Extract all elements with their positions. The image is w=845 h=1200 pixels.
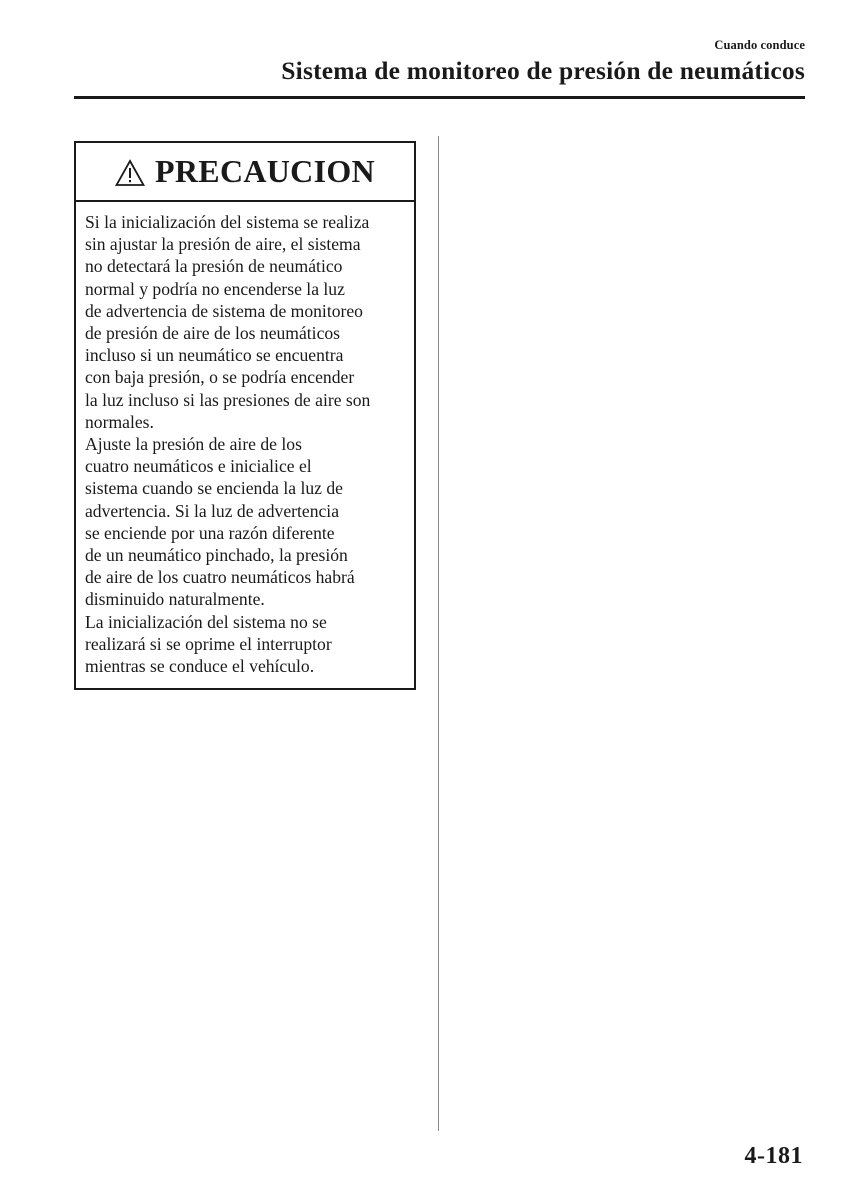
caution-line: de advertencia de sistema de monitoreo — [85, 300, 363, 321]
caution-line: Si la inicialización del sistema se realiza — [85, 212, 370, 232]
caution-line: incluso si un neumático se encuentra — [85, 345, 344, 366]
caution-line: disminuido naturalmente. — [85, 589, 265, 610]
caution-heading — [76, 143, 414, 202]
column-divider — [438, 136, 439, 1131]
caution-line: no detectará la presión de neumático — [85, 256, 343, 277]
caution-line: Ajuste la presión de aire de los — [85, 434, 302, 455]
caution-title: PRECAUCION — [155, 153, 375, 189]
caution-line: cuatro neumáticos e inicialice el — [85, 456, 312, 477]
warning-triangle-icon — [115, 159, 145, 187]
caution-text — [76, 202, 414, 688]
caution-line: de aire de los cuatro neumáticos habrá — [85, 567, 355, 588]
caution-line: realizará si se oprime el interruptor — [85, 633, 332, 654]
page-title: Sistema de monitoreo de presión de neumáticos — [281, 56, 805, 85]
caution-line: normal y podría no encenderse la luz — [85, 278, 345, 299]
caution-line: sistema cuando se encienda la luz de — [85, 478, 343, 499]
caution-box — [74, 141, 416, 690]
caution-line: advertencia. Si la luz de advertencia — [85, 500, 340, 521]
caution-line: la luz incluso si las presiones de aire son — [85, 389, 371, 410]
caution-line: normales. — [85, 411, 154, 432]
caution-line: mientras se conduce el vehículo. — [85, 656, 315, 677]
section-label: Cuando conduce — [714, 38, 805, 52]
caution-line: de un neumático pinchado, la presión — [85, 545, 348, 566]
caution-line: con baja presión, o se podría encender — [85, 367, 355, 388]
page-number: 4-181 — [744, 1143, 803, 1169]
caution-line: La inicialización del sistema no se — [85, 611, 327, 632]
header-divider — [74, 96, 805, 99]
caution-line: de presión de aire de los neumáticos — [85, 323, 341, 344]
caution-line: se enciende por una razón diferente — [85, 522, 335, 543]
caution-line: sin ajustar la presión de aire, el sistema — [85, 234, 361, 255]
